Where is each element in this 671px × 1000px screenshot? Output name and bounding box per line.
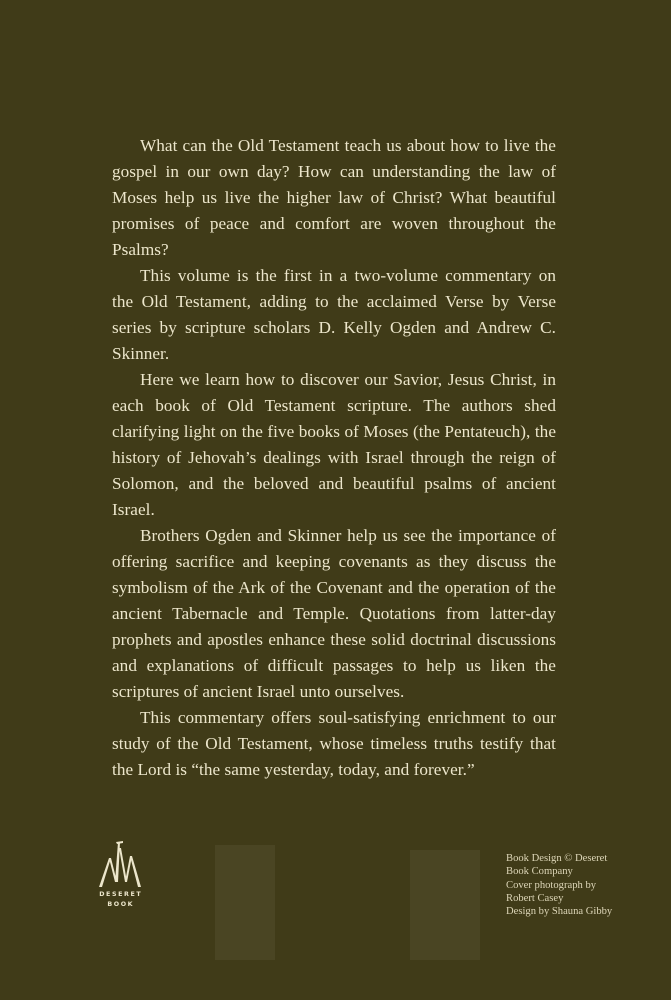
deseret-book-logo-icon <box>97 838 143 890</box>
blurb-paragraph-1: What can the Old Testament teach us about how to live the gospel in our own day? How can understanding the law of Moses help us live the higher law of Christ? What beautiful promises of peace and comfort are woven throughout the Psalms? <box>112 136 556 259</box>
design-credits <box>506 852 646 918</box>
blurb-paragraph-3: Here we learn how to discover our Savior, Jesus Christ, in each book of Old Testament scripture. The authors shed clarifying light on the five books of Moses (the Pentateuch), the history of Jehovah’s dealings with Israel through the reign of Solomon, and the beloved and beautiful psalms of ancient Israel. <box>112 370 556 519</box>
publisher-logo <box>92 838 148 918</box>
credit-line: Robert Casey <box>506 892 564 904</box>
logo-word-book: BOOK <box>107 901 135 908</box>
credit-line: Book Company <box>506 866 573 878</box>
blurb-paragraph-4: Brothers Ogden and Skinner help us see the importance of offering sacrifice and keeping covenants as they discuss the symbolism of the Ark of the Covenant and the operation of the ancient Tabernacle and Temple. Quotations from latter-day prophets and apostles enhance these solid doctrinal discussions and explanations of difficult passages to help us liken the scriptures of ancient Israel unto ourselves. <box>112 526 556 701</box>
credit-line: Book Design © Deseret <box>506 853 608 864</box>
blurb-paragraph-5: This commentary offers soul-satisfying enrichment to our study of the Old Testament, whose timeless truths testify that the Lord is “the same yesterday, today, and forever.” <box>112 708 556 779</box>
back-cover-blurb <box>112 133 556 783</box>
faint-background-watermark <box>180 810 480 960</box>
blurb-paragraph-2: This volume is the first in a two-volume commentary on the Old Testament, adding to the acclaimed Verse by Verse series by scripture scholars D. Kelly Ogden and Andrew C. Skinner. <box>112 266 556 363</box>
logo-word-deseret: DESERET <box>99 891 143 898</box>
credit-line: Cover photograph by <box>506 879 597 891</box>
credit-line: Design by Shauna Gibby <box>506 906 613 918</box>
